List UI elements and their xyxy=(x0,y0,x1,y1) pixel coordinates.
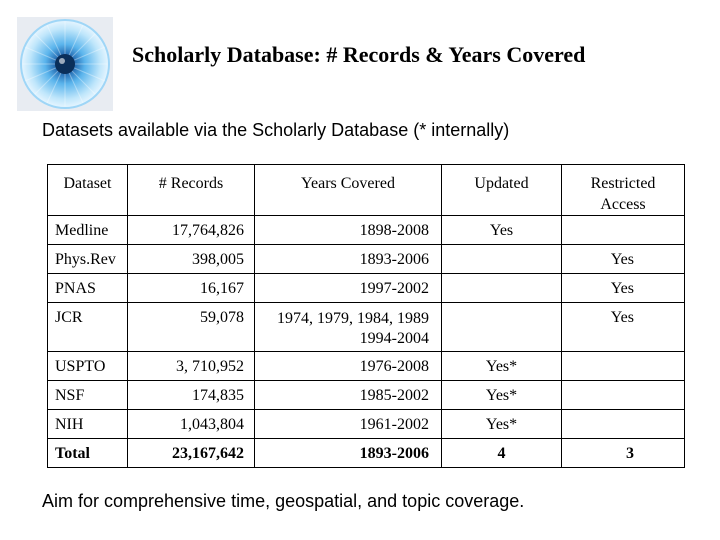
cell-records: 1,043,804 xyxy=(128,410,255,439)
cell-records: 174,835 xyxy=(128,381,255,410)
cell-years: 1893-2006 xyxy=(255,245,442,274)
table-row xyxy=(48,274,685,303)
table-row xyxy=(48,381,685,410)
table-row xyxy=(48,303,685,352)
cell-years: 1961-2002 xyxy=(255,410,442,439)
cell-restricted xyxy=(562,381,685,410)
cell-restricted xyxy=(562,352,685,381)
cell-years: 1985-2002 xyxy=(255,381,442,410)
column-header-restricted: Restricted Access xyxy=(562,165,685,216)
cell-years: 1974, 1979, 1984, 1989 1994-2004 xyxy=(255,303,442,352)
cell-updated: Yes* xyxy=(442,410,562,439)
eye-globe-icon xyxy=(17,17,113,111)
column-header-updated: Updated xyxy=(442,165,562,216)
cell-years: 1893-2006 xyxy=(255,439,442,468)
table-header-row xyxy=(48,165,685,216)
cell-restricted: Yes xyxy=(562,303,685,352)
cell-restricted: Yes xyxy=(562,274,685,303)
scholarly-database-logo xyxy=(17,17,113,111)
cell-years: 1976-2008 xyxy=(255,352,442,381)
cell-updated: Yes* xyxy=(442,352,562,381)
table-row xyxy=(48,410,685,439)
column-header-years: Years Covered xyxy=(255,165,442,216)
page-title: Scholarly Database: # Records & Years Covered xyxy=(132,42,586,67)
table-row xyxy=(48,352,685,381)
table-row xyxy=(48,216,685,245)
cell-dataset: NSF xyxy=(55,387,85,404)
column-header-dataset: Dataset xyxy=(63,175,112,192)
cell-dataset: Total xyxy=(55,445,90,462)
cell-updated: Yes xyxy=(442,216,562,245)
cell-dataset: PNAS xyxy=(55,280,96,297)
cell-records: 17,764,826 xyxy=(128,216,255,245)
cell-dataset: Medline xyxy=(55,222,109,239)
cell-years: 1898-2008 xyxy=(255,216,442,245)
cell-dataset: Phys.Rev xyxy=(55,251,116,268)
cell-updated xyxy=(442,303,562,352)
cell-restricted: 3 xyxy=(562,439,685,468)
cell-updated xyxy=(442,274,562,303)
table-row xyxy=(48,245,685,274)
table-caption: Datasets available via the Scholarly Database (* internally) xyxy=(42,120,510,140)
total-row xyxy=(48,439,685,468)
cell-years: 1997-2002 xyxy=(255,274,442,303)
cell-updated: 4 xyxy=(442,439,562,468)
cell-records: 398,005 xyxy=(128,245,255,274)
cell-records: 59,078 xyxy=(128,303,255,352)
cell-dataset: JCR xyxy=(55,309,83,326)
cell-restricted xyxy=(562,216,685,245)
cell-restricted xyxy=(562,410,685,439)
column-header-records: # Records xyxy=(128,165,255,216)
cell-updated: Yes* xyxy=(442,381,562,410)
cell-updated xyxy=(442,245,562,274)
cell-dataset: USPTO xyxy=(55,358,106,375)
cell-records: 16,167 xyxy=(128,274,255,303)
cell-records: 3, 710,952 xyxy=(128,352,255,381)
coverage-note: Aim for comprehensive time, geospatial, and topic coverage. xyxy=(42,491,525,511)
cell-dataset: NIH xyxy=(55,416,84,433)
cell-restricted: Yes xyxy=(562,245,685,274)
cell-records: 23,167,642 xyxy=(128,439,255,468)
datasets-table xyxy=(47,164,684,468)
